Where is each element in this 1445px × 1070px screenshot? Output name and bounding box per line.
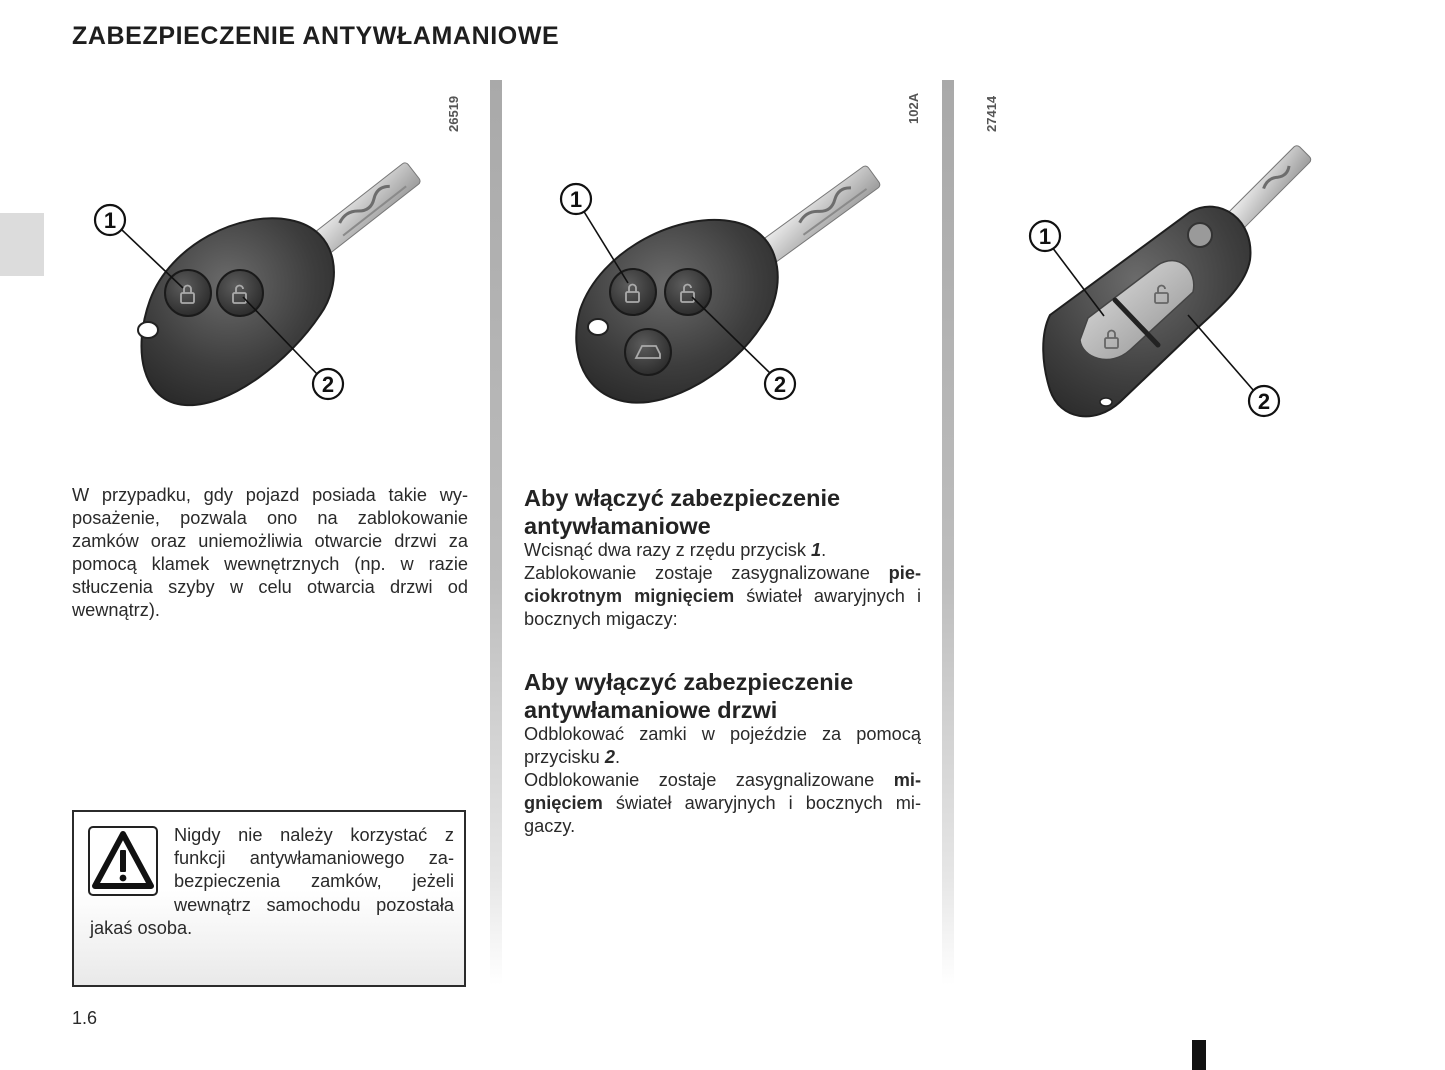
figure-key-two-button: [80, 150, 480, 430]
figure-code-1: 26519: [446, 95, 461, 132]
callout-2-label: 2: [1257, 389, 1271, 414]
disable-step-1: Odblokować zamki w pojeździe za pomocą przycisku 2.: [524, 724, 921, 767]
page-title: ZABEZPIECZENIE ANTYWŁAMANIOWE: [72, 22, 560, 50]
callout-1-label: 1: [103, 208, 117, 233]
intro-paragraph: W przypadku, gdy pojazd posiada takie wyposażenie, pozwala ono na zablokowanie zamków oraz uniemożliwia otwarcie drzwi za pomocą klamek wewnętrznych (np. w razie stłuczenia szyby w celu otwarcia drzwi od wewnątrz).: [72, 485, 468, 620]
trunk-button: [625, 329, 671, 375]
figure-code-2: 102A: [906, 92, 921, 124]
disable-heading: Aby wyłączyć zabezpieczenie antywłamaniowe drzwi: [524, 669, 854, 723]
column-divider-right: [942, 80, 954, 985]
callout-1-label: 1: [569, 187, 583, 212]
column-divider-left: [490, 80, 502, 985]
disable-step-2: Odblokowanie zostaje zasygnalizowane mignięciem świateł awaryjnych i bocznych migaczy.: [524, 770, 921, 836]
enable-step-2: Zablokowanie zostaje zasygnalizowane pieciokrotnym mignięciem świateł awaryjnych i bocznych migaczy:: [524, 563, 922, 629]
callout-1-label: 1: [1038, 224, 1052, 249]
callout-2-label: 2: [321, 372, 335, 397]
figure-flip-key: [1010, 140, 1330, 440]
warning-box: [72, 810, 466, 987]
page-end-marker: [1192, 1040, 1206, 1070]
warning-triangle-icon: [88, 826, 158, 896]
flip-release-button: [1188, 223, 1212, 247]
button-ref-1: 1: [811, 540, 822, 560]
warning-text: Nigdy nie należy korzystać z funkcji antywłamaniowego zabezpieczenia zamków, jeżeli wewnątrz samochodu pozostała jakaś osoba.: [90, 825, 454, 938]
page-number: 1.6: [72, 1008, 98, 1028]
figure-code-3: 27414: [984, 95, 999, 132]
enable-heading: Aby włączyć zabezpieczenie antywłamaniowe: [524, 485, 841, 539]
figure-key-three-button: [540, 150, 940, 430]
section-tab: [0, 213, 44, 276]
callout-2-label: 2: [773, 372, 787, 397]
enable-step-1: Wcisnąć dwa razy z rzędu przycisk 1.: [524, 540, 827, 560]
button-ref-2: 2: [604, 747, 615, 767]
